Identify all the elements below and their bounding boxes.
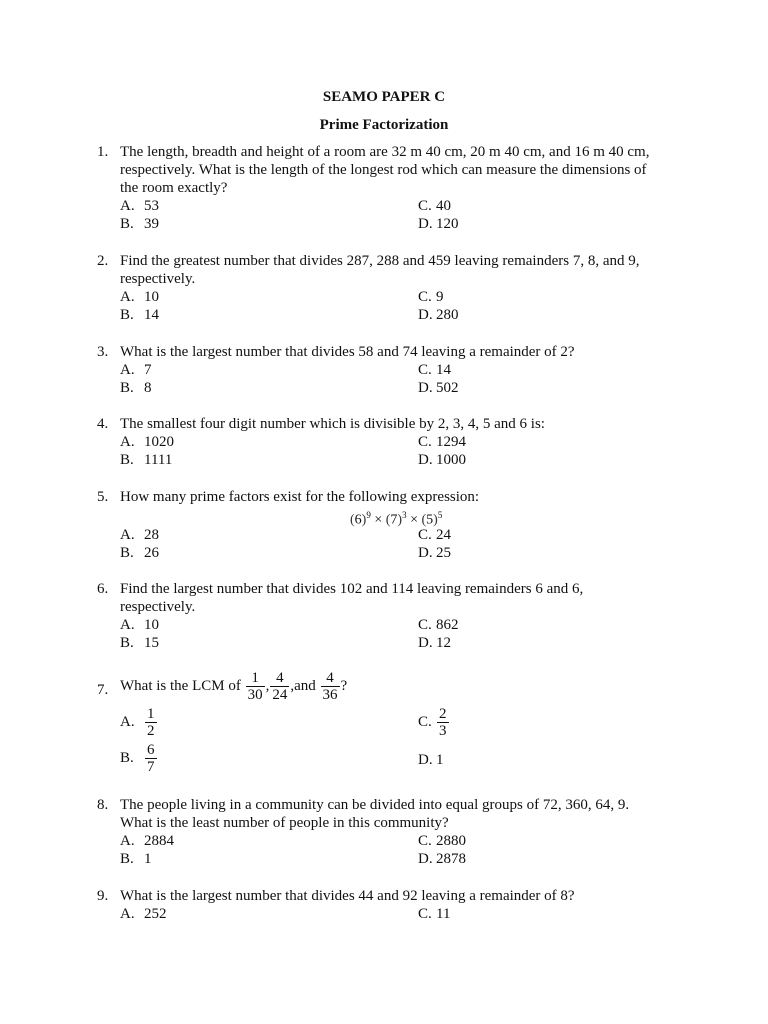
option-a[interactable]: A. 1020 <box>120 434 174 450</box>
question-text <box>120 887 668 905</box>
fraction: $\frac{4}{24}$ <box>272 670 288 703</box>
question-text <box>120 415 668 433</box>
question-number: 3. <box>97 344 109 360</box>
option-c[interactable]: C. 9 <box>418 289 444 305</box>
question-number: 5. <box>97 489 109 505</box>
option-a[interactable]: A. 10 <box>120 289 159 305</box>
option-b[interactable]: B. 14 <box>120 307 159 323</box>
question-line: The length, breadth and height of a room are 32 m 40 cm, 20 m 40 cm, and 16 m 40 cm, <box>120 144 650 160</box>
option-d[interactable]: D. 2878 <box>418 851 466 867</box>
math-expression: $(6)^9 \times (7)^3 \times (5)^5$ <box>350 510 443 528</box>
option-d[interactable]: D. 25 <box>418 545 451 561</box>
option-a[interactable]: A. $\frac{1}{2}$ <box>120 706 155 739</box>
question-text: What is the LCM of $\frac{1}{30}$ , $\frac{4}{24}$ ,and $\frac{4}{36}$ ? <box>120 670 348 703</box>
option-c[interactable]: C. 11 <box>418 906 451 922</box>
option-c[interactable]: C. 40 <box>418 198 451 214</box>
option-d[interactable]: D. 1 <box>418 752 444 768</box>
question-line: respectively. What is the length of the longest rod which can measure the dimensions of <box>120 162 647 178</box>
option-d[interactable]: D. 12 <box>418 635 451 651</box>
option-d[interactable]: D. 502 <box>418 380 459 396</box>
question-line: What is the largest number that divides 58 and 74 leaving a remainder of 2? <box>120 344 575 360</box>
option-a[interactable]: A. 7 <box>120 362 152 378</box>
question-line: respectively. <box>120 271 196 287</box>
option-b[interactable]: B. 39 <box>120 216 159 232</box>
fraction: $\frac{2}{3}$ <box>439 706 447 739</box>
option-b[interactable]: B. 26 <box>120 545 159 561</box>
option-d[interactable]: D. 280 <box>418 307 459 323</box>
fraction: $\frac{1}{30}$ <box>247 670 263 703</box>
question-number: 1. <box>97 144 109 160</box>
question-line: The people living in a community can be divided into equal groups of 72, 360, 64, 9. <box>120 797 630 813</box>
option-c[interactable]: C. 14 <box>418 362 451 378</box>
question-line: Find the greatest number that divides 287, 288 and 459 leaving remainders 7, 8, and 9, <box>120 253 640 269</box>
question-number: 4. <box>97 416 109 432</box>
question-text <box>120 252 668 288</box>
question-number: 9. <box>97 888 109 904</box>
question-line: respectively. <box>120 599 196 615</box>
question-text <box>120 580 668 616</box>
option-a[interactable]: A. 252 <box>120 906 167 922</box>
question-text <box>120 343 668 361</box>
question-number: 2. <box>97 253 109 269</box>
option-a[interactable]: A. 53 <box>120 198 159 214</box>
question-line: How many prime factors exist for the following expression: <box>120 489 480 505</box>
question-number: 8. <box>97 797 109 813</box>
question-text <box>120 488 668 506</box>
question-line: Find the largest number that divides 102 and 114 leaving remainders 6 and 6, <box>120 581 584 597</box>
option-b[interactable]: B. $\frac{6}{7}$ <box>120 742 155 775</box>
question-line: What is the least number of people in this community? <box>120 815 449 831</box>
option-d[interactable]: D. 1000 <box>418 452 466 468</box>
page-subtitle: Prime Factorization <box>319 117 449 133</box>
option-c[interactable]: C. 862 <box>418 617 459 633</box>
fraction: $\frac{4}{36}$ <box>322 670 338 703</box>
option-b[interactable]: B. 1 <box>120 851 152 867</box>
option-b[interactable]: B. 1111 <box>120 452 173 468</box>
option-c[interactable]: C. 2880 <box>418 833 466 849</box>
option-a[interactable]: A. 28 <box>120 527 159 543</box>
question-text <box>120 143 668 197</box>
option-b[interactable]: B. 8 <box>120 380 152 396</box>
option-c[interactable]: C. 1294 <box>418 434 466 450</box>
question-line: the room exactly? <box>120 180 228 196</box>
option-b[interactable]: B. 15 <box>120 635 159 651</box>
option-d[interactable]: D. 120 <box>418 216 459 232</box>
question-line: What is the largest number that divides 44 and 92 leaving a remainder of 8? <box>120 888 575 904</box>
option-c[interactable]: C. 24 <box>418 527 451 543</box>
page-title: SEAMO PAPER C <box>322 89 446 105</box>
option-a[interactable]: A. 10 <box>120 617 159 633</box>
question-text <box>120 796 668 832</box>
option-a[interactable]: A. 2884 <box>120 833 174 849</box>
fraction: $\frac{6}{7}$ <box>147 742 155 775</box>
question-number: 6. <box>97 581 109 597</box>
question-line: The smallest four digit number which is divisible by 2, 3, 4, 5 and 6 is: <box>120 416 545 432</box>
fraction: $\frac{1}{2}$ <box>147 706 155 739</box>
option-c[interactable]: C. $\frac{2}{3}$ <box>418 706 447 739</box>
question-number: 7. <box>97 682 109 698</box>
